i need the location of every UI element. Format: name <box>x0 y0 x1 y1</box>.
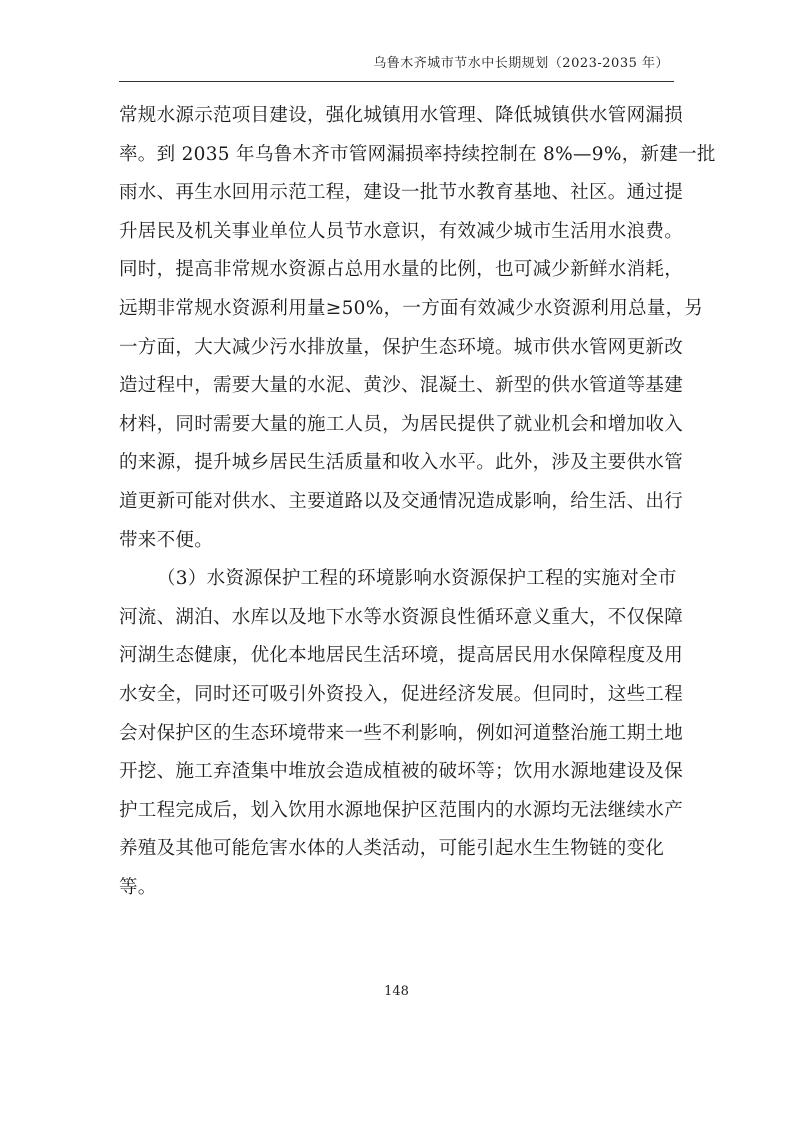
text-line: 河流、湖泊、水库以及地下水等水资源良性循环意义重大，不仅保障 <box>119 606 684 628</box>
text-line: （3）水资源保护工程的环境影响水资源保护工程的实施对全市 <box>157 568 677 590</box>
text-line: 造过程中，需要大量的水泥、黄沙、混凝土、新型的供水管道等基建 <box>119 375 684 397</box>
paragraph-1 <box>119 97 716 560</box>
text-line: 开挖、施工弃渣集中堆放会造成植被的破坏等；饮用水源地建设及保 <box>119 761 684 783</box>
document-body <box>119 97 716 907</box>
text-line: 材料，同时需要大量的施工人员，为居民提供了就业机会和增加收入 <box>119 413 684 435</box>
text-line: 道更新可能对供水、主要道路以及交通情况造成影响，给生活、出行 <box>119 490 684 512</box>
paragraph-2 <box>119 560 684 907</box>
text-line: 护工程完成后，划入饮用水源地保护区范围内的水源均无法继续水产 <box>119 799 684 821</box>
document-header-title: 乌鲁木齐城市节水中长期规划（2023-2035 年） <box>373 56 669 71</box>
text-line: 雨水、再生水回用示范工程，建设一批节水教育基地、社区。通过提 <box>119 182 684 204</box>
text-line: 带来不便。 <box>119 529 214 551</box>
text-line: 河湖生态健康，优化本地居民生活环境，提高居民用水保障程度及用 <box>119 645 684 667</box>
text-line: 常规水源示范项目建设，强化城镇用水管理、降低城镇供水管网漏损 <box>119 105 684 126</box>
text-line: 一方面，大大减少污水排放量，保护生态环境。城市供水管网更新改 <box>119 336 684 358</box>
header-divider <box>119 81 674 82</box>
text-line: 会对保护区的生态环境带来一些不利影响，例如河道整治施工期土地 <box>119 722 684 744</box>
text-line: 远期非常规水资源利用量≥50%，一方面有效减少水资源利用总量，另 <box>119 297 704 319</box>
text-line: 水安全，同时还可吸引外资投入，促进经济发展。但同时，这些工程 <box>119 683 684 705</box>
page-number: 148 <box>384 984 409 999</box>
text-line: 升居民及机关事业单位人员节水意识，有效减少城市生活用水浪费。 <box>119 220 684 242</box>
text-line: 同时，提高非常规水资源占总用水量的比例，也可减少新鲜水消耗， <box>119 259 684 281</box>
text-line: 率。到 2035 年乌鲁木齐市管网漏损率持续控制在 8%—9%，新建一批 <box>119 143 716 165</box>
text-line: 的来源，提升城乡居民生活质量和收入水平。此外，涉及主要供水管 <box>119 452 684 474</box>
text-line: 等。 <box>119 876 157 898</box>
text-line: 养殖及其他可能危害水体的人类活动，可能引起水生生物链的变化 <box>119 838 665 860</box>
